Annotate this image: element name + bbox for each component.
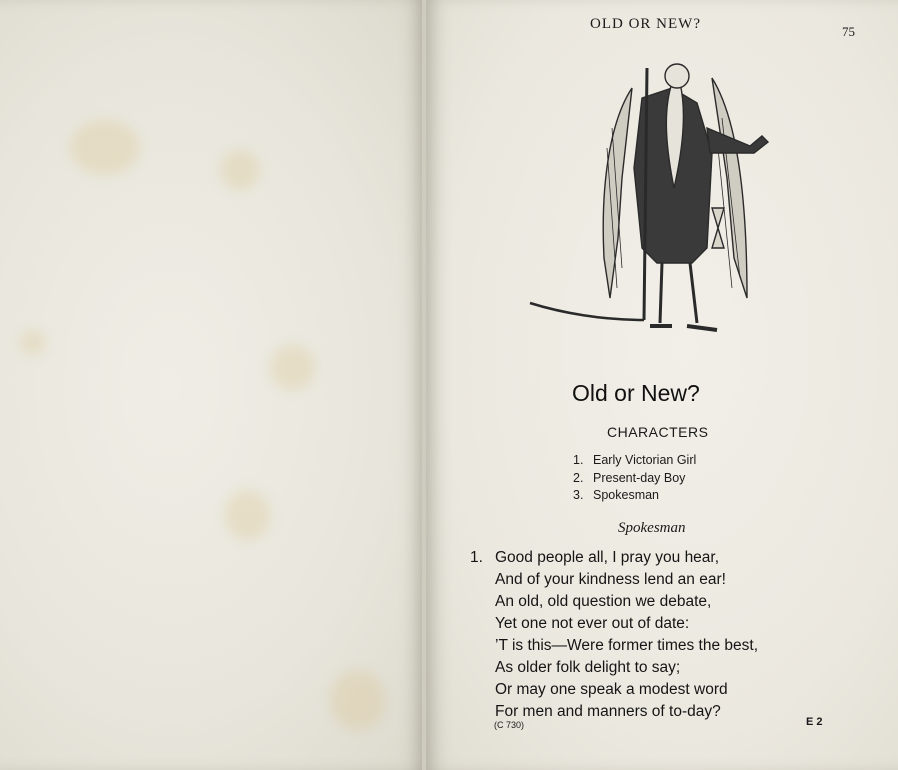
foxing-stain bbox=[330, 670, 385, 730]
foxing-stain bbox=[220, 150, 260, 190]
page-number: 75 bbox=[842, 24, 855, 39]
list-number: 1. bbox=[573, 453, 584, 467]
character-list bbox=[573, 452, 696, 505]
foxing-stain bbox=[20, 330, 45, 355]
father-time-illustration bbox=[522, 58, 792, 343]
list-item bbox=[573, 452, 696, 470]
print-code: (C 730) bbox=[494, 720, 525, 730]
verse-line: Good people all, I pray you hear, bbox=[495, 549, 720, 566]
verse-line: Yet one not ever out of date: bbox=[495, 615, 690, 632]
running-head: OLD OR NEW? bbox=[590, 16, 701, 32]
speaker-heading: Spokesman bbox=[618, 520, 686, 536]
stanza-number: 1. bbox=[470, 549, 483, 566]
foxing-stain bbox=[70, 120, 140, 175]
verse-line: And of your kindness lend an ear! bbox=[495, 571, 726, 588]
left-page-blank bbox=[0, 0, 424, 770]
list-number: 2. bbox=[573, 470, 584, 485]
foxing-stain bbox=[225, 490, 270, 540]
character-name: Spokesman bbox=[593, 488, 660, 502]
verse-line: ’T is this—Were former times the best, bbox=[495, 637, 759, 654]
foxing-stain bbox=[270, 345, 315, 390]
poem-title: Old or New? bbox=[572, 380, 700, 406]
characters-heading: CHARACTERS bbox=[607, 424, 709, 440]
verse-line: For men and manners of to-day? bbox=[495, 703, 721, 720]
verse-line: Or may one speak a modest word bbox=[495, 681, 728, 698]
list-number: 3. bbox=[573, 488, 584, 502]
character-name: Present-day Boy bbox=[593, 470, 686, 485]
signature-mark: E 2 bbox=[806, 716, 823, 728]
verse-line: As older folk delight to say; bbox=[495, 659, 681, 676]
stanza bbox=[470, 547, 758, 723]
list-item bbox=[573, 487, 696, 505]
list-item bbox=[573, 470, 696, 488]
verse-line: An old, old question we debate, bbox=[495, 593, 712, 610]
character-name: Early Victorian Girl bbox=[593, 453, 697, 467]
